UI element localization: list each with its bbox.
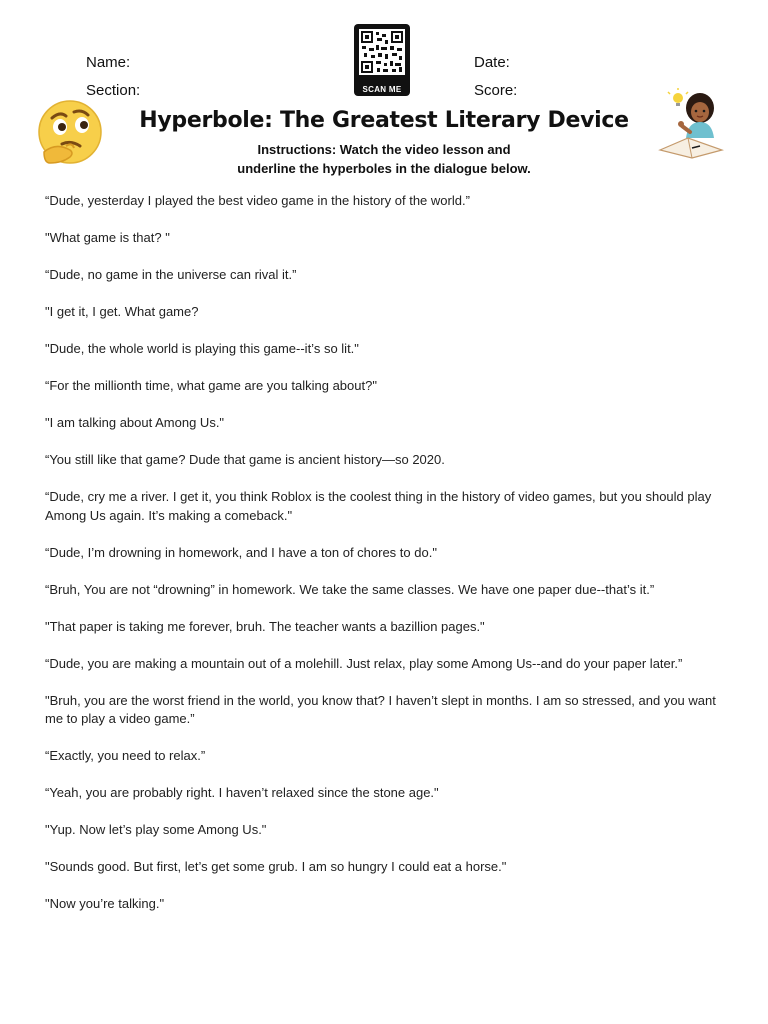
dialogue-line: “Dude, you are making a mountain out of a molehill. Just relax, play some Among Us--and do your paper later.” [45,655,683,671]
dialogue-line: “Bruh, You are not “drowning” in homework. We take the same classes. We have one paper due--that’s it.” [45,581,655,597]
qr-code-icon[interactable] [354,24,410,96]
dialogue-line: “Dude, I’m drowning in homework, and I have a ton of chores to do." [45,544,437,560]
instructions-line-2: underline the hyperboles in the dialogue below. [237,161,531,176]
dialogue-line: “Dude, cry me a river. I get it, you think Roblox is the coolest thing in the history of video games, but you should play Among Us again. It’s making a comeback." [45,489,712,523]
date-label: Date: [474,54,510,71]
dialogue-line: "I get it, I get. What game? [45,304,199,319]
dialogue-line: “For the millionth time, what game are you talking about?" [45,378,377,393]
dialogue-line: "Now you’re talking." [45,896,165,911]
dialogue-line: “Dude, yesterday I played the best video game in the history of the world.” [45,193,470,208]
dialogue-line: "Yup. Now let’s play some Among Us." [45,822,267,837]
dialogue-line: "Dude, the whole world is playing this game--it’s so lit." [45,341,359,356]
qr-caption: SCAN ME [362,85,402,94]
page-title: Hyperbole: The Greatest Literary Device [139,108,629,133]
dialogue-line: "That paper is taking me forever, bruh. The teacher wants a bazillion pages." [45,618,485,634]
dialogue [45,192,725,932]
dialogue-line: “Exactly, you need to relax.” [45,748,206,763]
score-label: Score: [474,82,518,99]
section-label: Section: [86,82,141,99]
dialogue-line: “Yeah, you are probably right. I haven’t relaxed since the stone age." [45,785,439,800]
dialogue-line: "What game is that? " [45,230,170,245]
name-label: Name: [86,54,131,71]
dialogue-line: "I am talking about Among Us." [45,415,225,430]
dialogue-line: "Sounds good. But first, let’s get some grub. I am so hungry I could eat a horse." [45,859,507,874]
instructions [0,140,768,178]
girl-reading-icon [656,88,726,165]
dialogue-line: “Dude, no game in the universe can rival it.” [45,267,297,282]
dialogue-line: “You still like that game? Dude that game is ancient history—so 2020. [45,452,445,467]
dialogue-line: "Bruh, you are the worst friend in the world, you know that? I haven’t slept in months. I am so stressed, and you want me to play a video game.” [45,692,716,726]
qr-pattern [359,29,405,75]
instructions-line-1: Instructions: Watch the video lesson and [257,142,511,157]
